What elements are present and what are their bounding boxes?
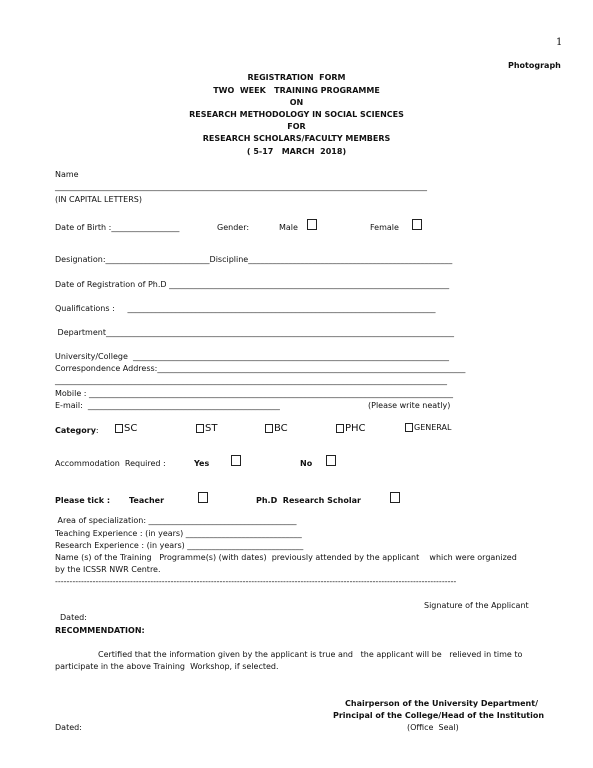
heading-line: ON: [289, 98, 304, 107]
page-number: 1: [556, 37, 563, 48]
female-checkbox[interactable]: [412, 219, 422, 230]
dated-label: Dated:: [55, 723, 82, 732]
principal-label: Principal of the College/Head of the Institution: [333, 711, 545, 720]
recommendation-title: RECOMMENDATION:: [55, 626, 145, 635]
heading-line: RESEARCH METHODOLOGY IN SOCIAL SCIENCES: [189, 110, 404, 119]
dated-label: Dated:: [60, 613, 87, 622]
category-option-bc[interactable]: [265, 423, 288, 434]
st-label: ST: [205, 423, 218, 434]
heading-line: ( 5-17 MARCH 2018): [246, 147, 347, 156]
capital-letters-note: (IN CAPITAL LETTERS): [55, 195, 142, 204]
sc-label: SC: [124, 423, 138, 434]
male-label: Male: [279, 223, 298, 232]
heading-line: TWO WEEK TRAINING PROGRAMME: [213, 86, 380, 95]
correspondence-address-field[interactable]: Correspondence Address:_____________________________________________________________________________: [55, 364, 466, 373]
st-checkbox[interactable]: [196, 424, 204, 433]
bc-label: BC: [274, 423, 288, 434]
recommendation-text: participate in the above Training Workshop, if selected.: [55, 662, 279, 671]
male-checkbox[interactable]: [307, 219, 317, 230]
category-option-general[interactable]: [405, 423, 451, 432]
teacher-checkbox[interactable]: [198, 492, 208, 503]
teacher-label: Teacher: [129, 496, 165, 505]
teaching-experience-field[interactable]: Teaching Experience : (in years) _____________________________: [55, 529, 302, 538]
mobile-field[interactable]: Mobile : ___________________________________________________________________________________________: [55, 389, 454, 398]
category-colon: :: [95, 426, 99, 435]
specialization-field[interactable]: Area of specialization: _____________________________________: [55, 516, 297, 525]
gender-label: Gender:: [217, 223, 250, 232]
phc-checkbox[interactable]: [336, 424, 344, 433]
accommodation-no-checkbox[interactable]: [326, 455, 336, 466]
university-field[interactable]: University/College _______________________________________________________________________________: [55, 352, 449, 361]
heading-line: RESEARCH SCHOLARS/FACULTY MEMBERS: [202, 134, 391, 143]
qualifications-field[interactable]: Qualifications : _____________________________________________________________________________: [55, 304, 436, 313]
programmes-text: Name (s) of the Training Programme(s) (with dates) previously attended by the applicant which were organized: [55, 553, 517, 562]
category-option-phc[interactable]: [336, 423, 366, 434]
accommodation-no-label: No: [300, 459, 313, 468]
research-scholar-label: Ph.D Research Scholar: [256, 496, 361, 505]
category-option-sc[interactable]: [115, 423, 137, 434]
accommodation-yes-label: Yes: [194, 459, 210, 468]
research-scholar-checkbox[interactable]: [390, 492, 400, 503]
general-checkbox[interactable]: [405, 423, 413, 432]
category-option-st[interactable]: [196, 423, 217, 434]
office-seal-label: (Office Seal): [407, 723, 459, 732]
applicant-signature-label: Signature of the Applicant: [424, 601, 529, 610]
name-field[interactable]: _____________________________________________________________________________________________: [55, 182, 427, 191]
designation-discipline-field[interactable]: Designation:__________________________Discipline___________________________________________________: [55, 255, 453, 264]
name-label: Name: [55, 170, 79, 179]
email-field[interactable]: E-mail: ________________________________________________: [55, 401, 280, 410]
address-line[interactable]: __________________________________________________________________________________________________: [55, 376, 447, 385]
accommodation-yes-checkbox[interactable]: [231, 455, 241, 466]
general-label: GENERAL: [414, 423, 452, 432]
category-row: [55, 427, 99, 435]
registration-date-field[interactable]: Date of Registration of Ph.D ______________________________________________________________________: [55, 280, 450, 289]
sc-checkbox[interactable]: [115, 424, 123, 433]
heading-line: REGISTRATION FORM: [247, 73, 346, 82]
female-label: Female: [370, 223, 399, 232]
please-tick-label: Please tick :: [55, 496, 111, 505]
recommendation-text: Certified that the information given by the applicant is true and the applicant will be relieved in time to: [98, 650, 523, 659]
heading-line: FOR: [287, 122, 306, 131]
programmes-text: by the ICSSR NWR Centre.: [55, 565, 161, 574]
phc-label: PHC: [345, 423, 366, 434]
email-note: (Please write neatly): [368, 401, 451, 410]
category-label: Category: [55, 426, 96, 435]
chairperson-label: Chairperson of the University Department/: [345, 699, 538, 708]
dob-field[interactable]: Date of Birth :_________________: [55, 223, 180, 232]
department-field[interactable]: Department_______________________________________________________________________________________: [55, 328, 454, 337]
dashed-separator: -------------------------------------------------------------------------------------------------------------------------------------------: [55, 578, 457, 586]
research-experience-field[interactable]: Research Experience : (in years) _____________________________: [55, 541, 304, 550]
photograph-label: Photograph: [508, 61, 561, 70]
accommodation-label: Accommodation Required :: [55, 459, 166, 468]
bc-checkbox[interactable]: [265, 424, 273, 433]
